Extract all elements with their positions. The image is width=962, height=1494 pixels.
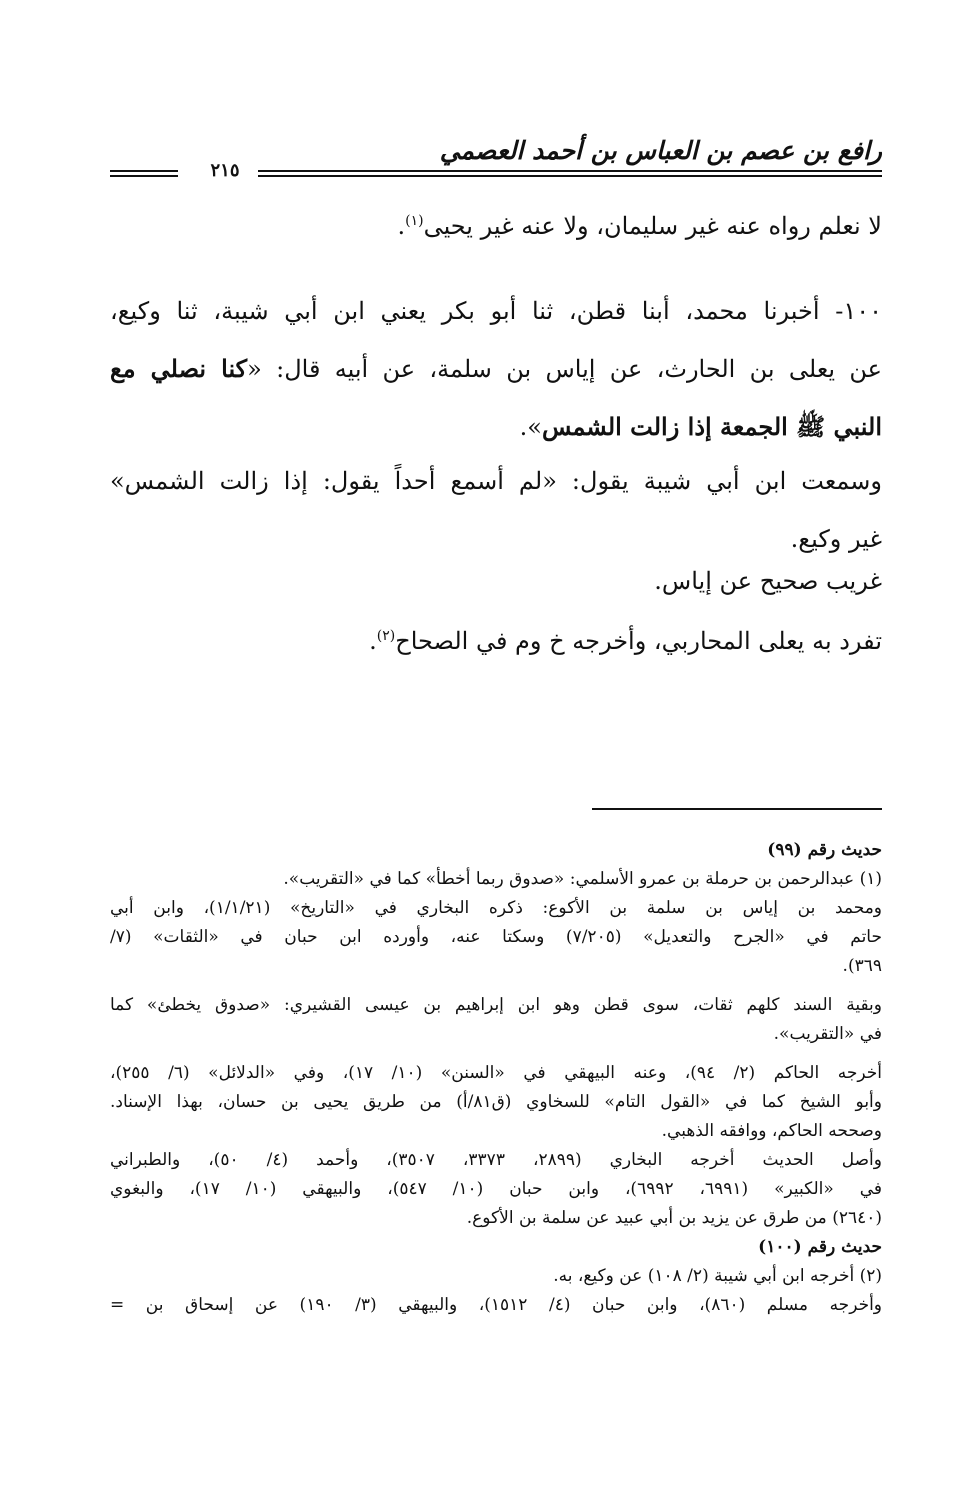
- footnote-1-line-6: في «التقريب».: [773, 1024, 882, 1044]
- footnote-separator: [592, 808, 882, 810]
- header-title: رافع بن عصم بن العباس بن أحمد العصمي: [439, 136, 882, 165]
- paragraph-5-line: [110, 627, 882, 655]
- paragraph-1-line: [110, 212, 882, 240]
- hadith-line-3-end: ».: [519, 413, 542, 441]
- footnote-heading-99: حديث رقم (٩٩): [767, 840, 882, 860]
- footnote-ref-1[interactable]: (١): [405, 213, 424, 229]
- footnote-1-line-8: وأبو الشيخ كما في «القول التام» للسخاوي (ق٨١/أ) من طريق يحيى بن حسان، بهذا الإسناد.: [110, 1092, 882, 1112]
- hadith-line-1: ١٠٠- أخبرنا محمد، أبنا قطن، ثنا أبو بكر يعني ابن أبي شيبة، ثنا وكيع،: [110, 297, 882, 325]
- paragraph-1-text: لا نعلم رواه عنه غير سليمان، ولا عنه غير يحيى: [423, 212, 882, 240]
- hadith-quote-start: كنا نصلي مع: [110, 354, 248, 383]
- paragraph-hadith-100: [110, 282, 882, 456]
- footnote-ref-2[interactable]: (٢): [376, 628, 396, 644]
- paragraph-4-text: غريب صحيح عن إياس.: [654, 567, 882, 595]
- footnote-1-line-5: وبقية السند كلهم ثقات، سوى قطن وهو ابن إبراهيم بن عيسى القشيري: «صدوق يخطئ» كما: [110, 995, 882, 1015]
- paragraph-1-end: .: [397, 212, 406, 240]
- footnote-1-line-7: أخرجه الحاكم (٢/ ٩٤)، وعنه البيهقي في «السنن» (١٠/ ١٧)، وفي «الدلائل» (٦/ ٢٥٥)،: [110, 1063, 882, 1083]
- footnote-1-line-3: حاتم في «الجرح والتعديل» (٧/٢٠٥) وسكتا عنه، وأورده ابن حبان في «الثقات» (٧/: [110, 927, 882, 947]
- footnote-gap: [110, 1049, 882, 1059]
- paragraph-5-text: تفرد به يعلى المحاربي، وأخرجه خ وم في الصحاح: [395, 627, 882, 655]
- footnote-1-line-10: وأصل الحديث أخرجه البخاري (٢٨٩٩، ٣٣٧٣، ٣٥٠٧)، وأحمد (٤/ ٥٠)، والطبراني: [110, 1150, 882, 1170]
- paragraph-3: [110, 452, 882, 568]
- paragraph-5: [110, 627, 882, 655]
- paragraph-5-end: .: [369, 627, 377, 655]
- footnote-1-line-4: ٣٦٩).: [842, 956, 882, 976]
- running-header: [110, 130, 882, 182]
- paragraph-3-line-1: وسمعت ابن أبي شيبة يقول: «لم أسمع أحداً يقول: إذا زالت الشمس»: [110, 467, 883, 495]
- hadith-quote-end: النبي ﷺ الجمعة إذا زالت الشمس: [541, 412, 882, 441]
- paragraph-4: [110, 567, 882, 595]
- footnote-1-line-1: (١) عبدالرحمن بن حرملة بن عمرو الأسلمي: «صدوق ربما أخطأ» كما في «التقريب».: [283, 869, 882, 889]
- hadith-line-3: [110, 398, 882, 456]
- header-rule-right: [258, 170, 882, 177]
- footnote-1-line-9: وصححه الحاكم، ووافقه الذهبي.: [661, 1121, 882, 1141]
- header-rule-left: [110, 170, 178, 177]
- book-page: [110, 130, 883, 1315]
- page-number: ٢١٥: [210, 160, 240, 181]
- footnote-gap: [110, 981, 882, 991]
- footnote-2-line-1: (٢) أخرجه ابن أبي شيبة (٢/ ١٠٨) عن وكيع، به.: [553, 1266, 882, 1286]
- hadith-line-2: [110, 340, 882, 398]
- footnote-2-line-2: وأخرجه مسلم (٨٦٠)، وابن حبان (٤/ ١٥١٢)، والبيهقي (٣/ ١٩٠) عن إسحاق بن =: [110, 1295, 883, 1315]
- paragraph-3-line-2: غير وكيع.: [790, 525, 882, 553]
- footnotes: [110, 836, 882, 1320]
- footnote-heading-100: حديث رقم (١٠٠): [758, 1237, 882, 1257]
- footnote-1-line-11: في «الكبير» (٦٩٩١، ٦٩٩٢)، وابن حبان (١٠/ ٥٤٧)، والبيهقي (١٠/ ١٧)، والبغوي: [110, 1179, 883, 1199]
- hadith-line-2-text: عن يعلى بن الحارث، عن إياس بن سلمة، عن أبيه قال: «: [247, 355, 882, 383]
- footnote-1-line-12: (٢٦٤٠) من طرق عن يزيد بن أبي عبيد عن سلمة بن الأكوع.: [466, 1208, 882, 1228]
- footnote-1-line-2: ومحمد بن إياس بن سلمة بن الأكوع: ذكره البخاري في «التاريخ» (١/١/٢١)، وابن أبي: [110, 898, 883, 918]
- paragraph-1: [110, 212, 882, 240]
